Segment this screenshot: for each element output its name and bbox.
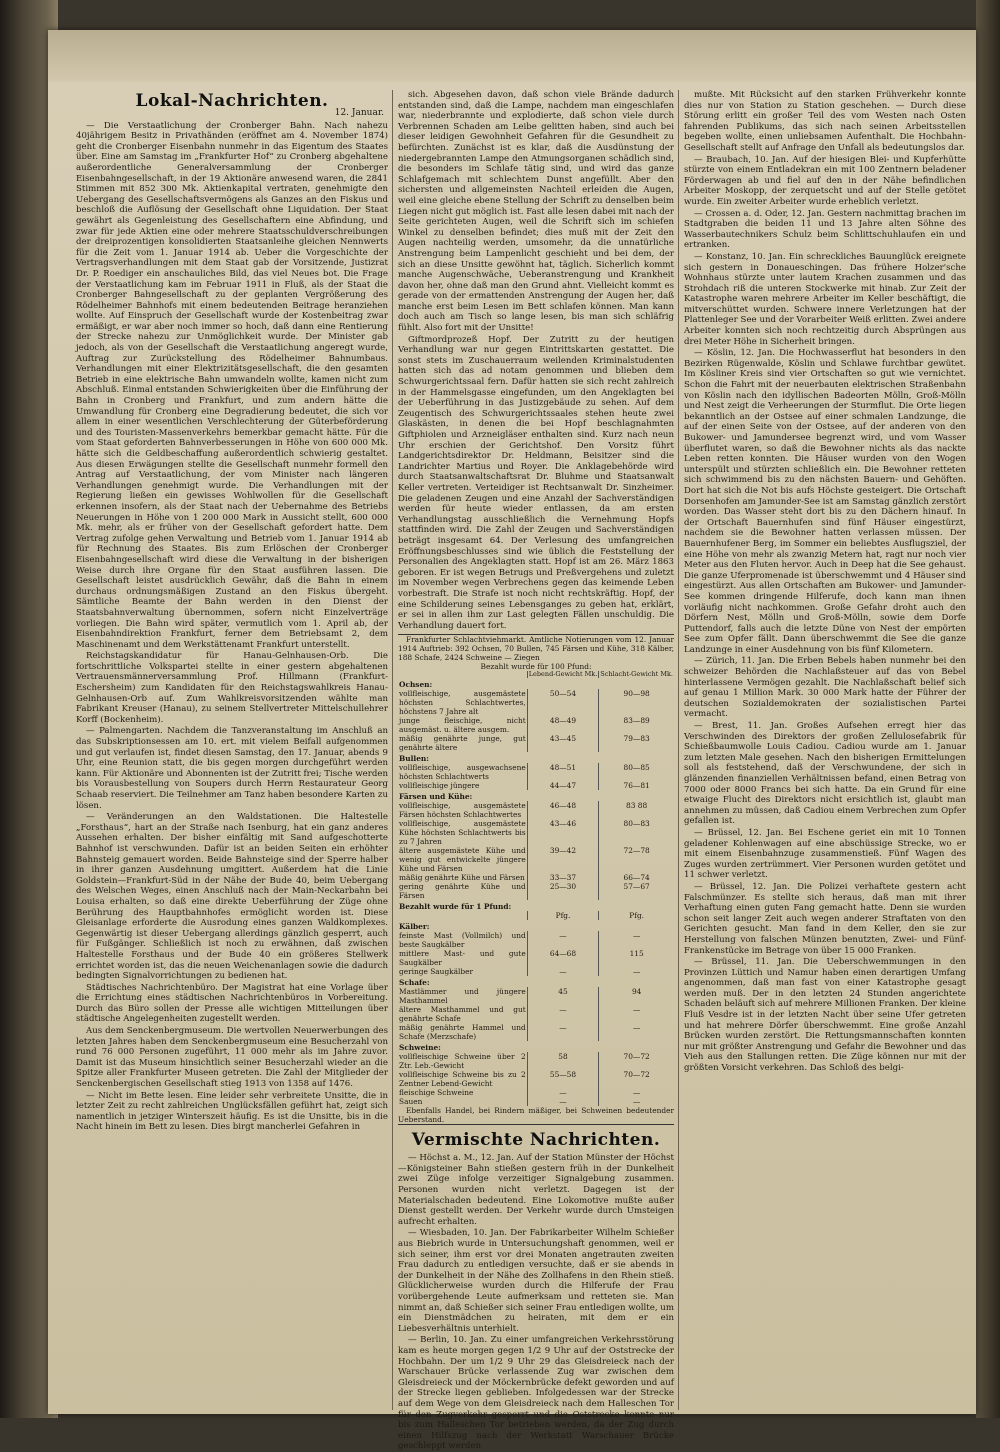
market-cell-slaughter: 115 <box>599 949 674 967</box>
article-paragraph: — Brest, 11. Jan. Großes Aufsehen erregt hier das Verschwinden des Direktors der großen Zellulosefabrik für Schießbaumwolle Louis Cadiou. Cadiou wurde am 1. Januar zum letzten Male gesehen. Nach den bisherigen Ermittelungen soll als feststehend, daß der Verschwundene, der sich in glänzenden finanziellen Verhältnissen befand, einen Betrag von 7000 oder 8000 Francs bei sich hatte. Da ein Grund für eine etwaige Flucht des Direktors nicht ersichtlich ist, glaubt man annehmen zu müssen, daß Cadiou einem Verbrechen zum Opfer gefallen ist. <box>684 721 966 827</box>
market-row <box>398 1097 674 1106</box>
section-heading-lokal: Lokal-Nachrichten. <box>135 91 329 111</box>
article-paragraph: — Berlin, 10. Jan. Zu einer umfangreichen Verkehrsstörung kam es heute morgen gegen 1/2 9 Uhr auf der Oststrecke der Hochbahn. Der um 1/2 9 Uhr 29 das Gleisdreieck nach der Warschauer Brücke verlassende Zug war zwischen dem Gleisdreieck und der Möckernbrücke defekt geworden und auf der Strecke liegen geblieben. Infolgedessen war der Strecke auf dem Wege von dem Gleisdreieck nach dem Halleschen Tor für den Zugverkehr gesperrt und die Oststrecke konnte nur bis zum Halleschen Tor betrieben werden, da der Zug durch einen Hilfszug nach der Werkstatt Warschauer Brücke geschleppt werden <box>398 1335 674 1452</box>
market-row <box>398 911 674 920</box>
market-footer: Ebenfalls Handel, bei Rindern mäßiger, bei Schweinen bedeutender Ueberstand. <box>398 1106 674 1125</box>
market-cell-slaughter: 57—67 <box>599 882 674 900</box>
article-paragraph: — Konstanz, 10. Jan. Ein schreckliches Bauunglück ereignete sich gestern in Donaueschingen. Das frühere Holzer'sche Wohnhaus stürzte unter lautem Krachen zusammen und das Strohdach riß die unteren Stockwerke mit hinab. Zur Zeit der Katastrophe waren mehrere Arbeiter im Keller beschäftigt, die mitverschüttet wurden. Schwere innere Verletzungen hat der Plattenleger See und der Vorarbeiter Weiß erlitten. Zwei andere Arbeiter konnten sich noch rechtzeitig durch Absprüngen aus drei Meter Höhe in Sicherheit bringen. <box>684 251 966 347</box>
market-cell-live: 50—54 <box>527 689 599 716</box>
market-cell-slaughter: — <box>599 1005 674 1023</box>
market-cell-live: 64—68 <box>527 949 599 967</box>
article-paragraph: — Köslin, 12. Jan. Die Hochwasserflut hat besonders in den Bezirken Rügenwalde, Köslin und Schlawe furchtbar gewütet. Im Kösliner Kreis sind vier Ortschaften so gut wie vernichtet. Schon die Fahrt mit der neuerbauten elektrischen Straßenbahn von Köslin nach den idyllischen Badeorten Mölln, Groß-Mölln und Nest zeigt die Verheerungen der Sturmflut. Die Orte liegen bekanntlich an der Ostsee auf einer schmalen Landzunge, die auf der einen Seite von der Ostsee, auf der anderen von den Bukower- und Jamundersee begrenzt wird, und vom Wasser überflutet waren, so daß die Bewohner nichts als das nackte Leben retten konnten. Die Häuser wurden von den Wogen unterspült und stürzten schließlich ein. Die Bewohner retteten sich schwimmend bis zu den nächsten Bauern- und Gehöften. Dort hat sich die Not bis aufs Höchste gesteigert. Die Ortschaft Dorsenhofen am Jamunder-See ist am Samstag gänzlich zerstört worden. Das Wasser steht dort bis zu den Dächern hinauf. In der Ortschaft Bauernhufen sind fünf Häuser eingestürzt, nachdem sie die Bewohner hatten verlassen müssen. Der Bauernhufener Berg, im Sommer ein beliebtes Ausflugsziel, der eine Höhe von mehr als zwanzig Metern hat, ragt nur noch vier Meter aus den Fluten hervor. Auch in Deep hat die See gehaust. Die ganze Uferpromenade ist überschwemmt und 4 Häuser sind eingestürzt. Aus allen Ortschaften am Bukower- und Jamunder-See kommen dringende Hilferufe, doch kann man ihnen vorläufig nicht nachkommen. Große Gefahr droht auch den Dörfern Nest, Mölln und Groß-Mölln, sowie dem Dorfe Puttendorf, falls auch die letzte Düne von Nest der empörten See zum Opfer fällt. Dann überschwemmt die See die ganze Landzunge in einer Ausdehnung von bis fünf Kilometern. <box>684 348 966 655</box>
market-row <box>398 846 674 873</box>
market-row <box>398 819 674 846</box>
market-cell-live: 55—58 <box>527 1070 599 1088</box>
market-cell-live: 25—30 <box>527 882 599 900</box>
market-row <box>398 1005 674 1023</box>
market-cell-label: vollfleischige Schweine über 2 Ztr. Leb.-Gewicht <box>399 1052 526 1071</box>
market-row <box>398 1070 674 1088</box>
market-group <box>398 790 674 801</box>
market-cell-label: mäßig genährte Kühe und Färsen <box>399 873 525 883</box>
market-table <box>398 671 674 1106</box>
market-group-name: Bullen: <box>399 754 430 764</box>
article-paragraph: — Crossen a. d. Oder, 12. Jan. Gestern nachmittag brachen im Stadtgraben die beiden 11 und 13 Jahre alten Söhne des Wasserbautechnikers Schulz beim Schlittschuhlaufen ein und ertranken. <box>684 208 966 251</box>
page-top-margin <box>48 30 976 82</box>
market-cell-label: junge fleischige, nicht ausgemäst. u. ältere ausgem. <box>399 716 526 735</box>
market-cell-live: 43—46 <box>527 819 599 846</box>
market-cell-live: 48—51 <box>527 763 599 781</box>
market-cell-label: ältere ausgemästete Kühe und wenig gut entwickelte jüngere Kühe und Färsen <box>399 846 526 874</box>
market-cell-label: vollfleischige jüngere <box>399 781 480 791</box>
market-cell-slaughter: 76—81 <box>599 781 674 790</box>
column-middle <box>398 90 674 1452</box>
market-cell-live: 44—47 <box>527 781 599 790</box>
market-cell-live: 58 <box>527 1052 599 1070</box>
market-group <box>398 976 674 987</box>
article-paragraph: — Wiesbaden, 10. Jan. Der Fabrikarbeiter Wilhelm Schießer aus Biebrich wurde in Untersuchungshaft genommen, weil er sich seiner, ihm erst vor drei Monaten angetrauten zweiten Frau dadurch zu entledigen versuchte, daß er sie abends in der Dunkelheit in der Nähe des Zollhafens in den Rhein stieß. Glücklicherweise wurden durch die Hilferufe der Frau vorübergehende Leute aufmerksam und retteten sie. Man nimmt an, daß Schießer sich seiner Frau entledigen wollte, um ein Dienstmädchen zu heiraten, mit dem er ein Liebesverhältnis unterhielt. <box>398 1228 674 1334</box>
market-cell-label: ältere Masthammel und gut genährte Schafe <box>399 1005 526 1024</box>
market-cell-label: feinste Mast (Vollmilch) und beste Saugkälber <box>399 931 526 950</box>
market-group <box>398 678 674 689</box>
market-cell-label: mittlere Mast- und gute Saugkälber <box>399 949 526 968</box>
market-cell-live: — <box>527 931 599 949</box>
newspaper-page <box>48 30 976 1452</box>
article-paragraph: Städtisches Nachrichtenbüro. Der Magistrat hat eine Vorlage über die Errichtung eines städtischen Nachrichtenbüros in Vorbereitung. Durch das Büro sollen der Presse alle wichtigen Mitteilungen über städtische Angelegenheiten zugestellt werden. <box>76 982 388 1025</box>
market-group <box>398 752 674 763</box>
section-date: 12. Januar. <box>334 108 384 118</box>
market-cell-live: 46—48 <box>527 801 599 819</box>
market-cell-label: Sauen <box>399 1097 423 1107</box>
market-group-name: Schafe: <box>399 978 430 988</box>
market-row <box>398 734 674 752</box>
market-row <box>398 873 674 882</box>
article-paragraph: — Höchst a. M., 12. Jan. Auf der Station Münster der Höchst—Königsteiner Bahn stießen gestern früh in der Dunkelheit zwei Züge infolge verzeitiger Signalgebung zusammen. Personen wurden nicht verletzt. Dagegen ist der Materialschaden bedeutend. Eine Lokomotive mußte außer Dienst gestellt werden. Der Verkehr wurde durch Umsteigen aufrecht erhalten. <box>398 1153 674 1227</box>
column-right <box>684 90 966 1400</box>
market-cell-slaughter: 83—89 <box>599 716 674 734</box>
market-group <box>398 920 674 931</box>
market-group-name: Schweine: <box>399 1043 441 1053</box>
article-paragraph: — Brüssel, 12. Jan. Die Polizei verhaftete gestern acht Falschmünzer. Es stellte sich heraus, daß man mit ihrer Verhaftung einen guten Fang gemacht hatte. Denn sie wurden schon seit langer Zeit auch wegen anderer Straftaten von den Gerichten gesucht. Man fand in dem Keller, den sie zur Herstellung von falschen Münzen benutzten, Zwei- und Fünf-Frankenstücke im Betrage von über 15 000 Franken. <box>684 881 966 956</box>
market-cell-live: — <box>527 1023 599 1041</box>
market-cell-slaughter: Pfg. <box>599 911 674 920</box>
market-group <box>398 900 674 911</box>
article-paragraph: — Braubach, 10. Jan. Auf der hiesigen Blei- und Kupferhütte stürzte von einem Entladekran ein mit 100 Zentnern beladener Förderwagen ab und fiel auf den in der Nähe befindlichen Arbeiter Moskopp, der zerquetscht und auf der Stelle getötet wurde. Ein zweiter Arbeiter wurde erheblich verletzt. <box>684 154 966 207</box>
market-cell-slaughter: 80—85 <box>599 763 674 781</box>
market-cell-label: vollfleischige, ausgemästete höchsten Schlachtwertes, höchstens 7 Jahre alt <box>399 689 526 717</box>
market-cell-slaughter: 72—78 <box>599 846 674 873</box>
market-cell-live: 33—37 <box>527 873 599 882</box>
market-cell-live: 48—49 <box>527 716 599 734</box>
market-cell-slaughter: 70—72 <box>599 1070 674 1088</box>
market-cell-live: — <box>527 1088 599 1097</box>
market-cell-slaughter: 80—83 <box>599 819 674 846</box>
market-cell-live: 39—42 <box>527 846 599 873</box>
market-cell-live: — <box>527 967 599 976</box>
market-cell-slaughter: 66—74 <box>599 873 674 882</box>
market-cell-slaughter: — <box>599 1088 674 1097</box>
market-cell-label: mäßig genährte Hammel und Schafe (Merzschafe) <box>399 1023 526 1042</box>
market-row <box>398 931 674 949</box>
market-cell-live: — <box>527 1097 599 1106</box>
market-cell-slaughter: — <box>599 1023 674 1041</box>
market-group-name: Kälber: <box>399 922 430 932</box>
market-cell-slaughter: 94 <box>599 987 674 1005</box>
market-cell-live: Pfg. <box>527 911 599 920</box>
market-cell-slaughter: 70—72 <box>599 1052 674 1070</box>
column-rule <box>392 90 393 1410</box>
market-cell-slaughter: — <box>599 967 674 976</box>
market-cell-label: gering genährte Kühe und Färsen <box>399 882 526 901</box>
article-paragraph: sich. Abgesehen davon, daß schon viele Brände dadurch entstanden sind, daß die Lampe, nachdem man eingeschlafen war, niederbrannte und explodierte, daß schon viele durch Verbrennen Schaden am Leibe gelitten haben, sind auch bei dieser leidigen Gewohnheit Gefahren für die Gesundheit zu befürchten. Zunächst ist es klar, daß die Ausdünstung der niedergebrannten Lampe den Atmungsorganen schädlich sind, die besonders im Schlafe tätig sind, und wird das ganze Schlafgemach mit schlechtem Dunst angefüllt. Aber den sichersten und allgemeinsten Nachteil erleiden die Augen, weil eine gleiche ebene Stellung der Schrift zu denselben beim Liegen nicht gut möglich ist. Fast alle lesen dabei mit nach der Seite gerichteten Augen, weil die Schrift sich im schiefen Winkel zu denselben befindet; dies muß mit der Zeit den Augen nachteilig werden, umsomehr, da die unnatürliche Anstrengung beim Lampenlicht geschieht und bei dem, der sich an diese Unsitte gewöhnt hat, täglich. Sicherlich kommt manche Augenschwäche, Ueberanstrengung und Krankheit davon her, ohne daß man den Grund ahnt. Vielleicht kommt es gerade von der ermattenden Anstrengung der Augen her, daß manche erst beim Lesen im Bett schlafen können. Man kann doch auch am Tisch so lange lesen, bis man sich schläfrig fühlt. Also fort mit der Unsitte! <box>398 90 674 334</box>
market-row <box>398 716 674 734</box>
market-cell-live: 45 <box>527 987 599 1005</box>
market-group-name: Färsen und Kühe: <box>399 792 473 802</box>
market-row <box>398 1052 674 1070</box>
market-row <box>398 781 674 790</box>
market-cell-label: vollfleischige, ausgemästete Färsen höchsten Schlachtwertes <box>399 801 526 820</box>
article-paragraph: — Zürich, 11. Jan. Die Erben Bebels haben nunmehr bei den schweizer Behörden die Nachlaßsteuer auf das von Bebel hinterlassene Vermögen gezahlt. Die Nachlaßschaft belief sich auf genau 1 Million Mark. 30 000 Mark hatte der Führer der deutschen Sozialdemokraten der sozialistischen Partei vermacht. <box>684 656 966 720</box>
market-row <box>398 1088 674 1097</box>
market-report <box>398 634 674 1125</box>
market-cell-slaughter: — <box>599 931 674 949</box>
article-paragraph: — Palmengarten. Nachdem die Tanzveranstaltung im Anschluß an das Subskriptionsessen am 10. ert. mit vielem Beifall aufgenommen und gut verlaufen ist, findet diesen Samstag, den 17. Januar, abends 9 Uhr, eine Reunion statt, die bis gegen morgen durchgeführt werden kann. Für Aktionäre und Abonnenten ist der Zutritt frei; Tische werden bis Vorausbestellung von Soupers durch Herrn Restaurateur Georg Schaab reserviert. Die Teilnehmer am Tanz haben besondere Karten zu lösen. <box>76 726 388 811</box>
column-lokal <box>76 90 388 1400</box>
market-cell-slaughter: 83 88 <box>599 801 674 819</box>
article-paragraph: mußte. Mit Rücksicht auf den starken Frühverkehr konnte dies nur von Station zu Station geschehen. — Durch diese Störung erlitt ein großer Teil des vom Westen nach Osten fahrenden Publikums, das sich nach seinen Arbeitsstellen begeben wollte, einen unliebsamen Aufenthalt. Die Hochbahn-Gesellschaft stellt auf Anfrage den Unfall als bedeutungslos dar. <box>684 90 966 153</box>
market-col-header: Schlacht-Gewicht Mk. <box>600 670 673 679</box>
article-paragraph: — Brüssel, 12. Jan. Bei Eschene geriet ein mit 10 Tonnen geladener Kohlenwagen auf eine abschüssige Strecke, wo er mit einem Eisenbahnzuge zusammenstieß. Fünf Wagen des Zuges wurden zertrümmert. Vier Personen wurden getötet und 11 schwer verletzt. <box>684 827 966 881</box>
market-cell-live: 43—45 <box>527 734 599 752</box>
market-row <box>398 1023 674 1041</box>
market-row <box>398 949 674 967</box>
market-cell-label <box>398 911 527 920</box>
market-row <box>398 967 674 976</box>
market-group-name: Bezahlt wurde für 1 Pfund: <box>399 902 512 912</box>
article-paragraph: — Brüssel, 11. Jan. Die Ueberschwemmungen in den Provinzen Lüttich und Namur haben einen derartigen Umfang angenommen, daß man fast von einer Katastrophe gesagt werden muß. Der in den letzten 24 Stunden angerichtete Schaden beläuft sich auf mehrere Millionen Franken. Der kleine Fluß Vesdre ist in der letzten Nacht über seine Ufer getreten und hat mehrere Dörfer überschwemmt. Eine große Anzahl Brücken wurden zerstört. Die Rettungsmannschaften konnten nur mit größter Anstrengung und Gefahr die Bewohner und das Vieh aus den Stallungen retten. Die Züge können nur mit der größten Vorsicht verkehren. Das Schloß des belgi- <box>684 957 966 1074</box>
market-cell-label: mäßig genährte junge, gut genährte ältere <box>399 734 526 753</box>
article-paragraph: Giftmordprozeß Hopf. Der Zutritt zu der heutigen Verhandlung war nur gegen Eintrittskarten gestattet. Die sonst stets im Zuschauerraum weilenden Kriminalstudenten hatten sich das ad notam genommen und blieben dem Schwurgerichtssaal fern. Dafür hatten sie sich recht zahlreich in der Hammelsgasse eingefunden, um den Angeklagten bei der Ueberführung in das Justizgebäude zu sehen. Auf dem Zeugentisch des Schwurgerichtssaales stehen heute zwei Glaskästen, in denen die bei Hopf beschlagnahmten Giftphiolen und Arzneigläser enthalten sind. Kurz nach neun Uhr erschien der Gerichtshof. Den Vorsitz führt Landgerichtsdirektor Dr. Heldmann, Beisitzer sind die Landrichter Martius und Royer. Die Anklagebehörde wird durch Staatsanwaltschaftsrat Dr. Bluhme und Staatsanwalt Keller vertreten. Verteidiger ist Rechtsanwalt Dr. Sinzheimer. Die geladenen Zeugen und eine Anzahl der Sachverständigen werden für heute wieder entlassen, da am ersten Verhandlungstag ausschließlich die Vernehmung Hopfs stattfinden wird. Die Zahl der Zeugen und Sachverständigen beträgt insgesamt 64. Der Verlesung des umfangreichen Eröffnungsbeschlusses sind wie üblich die Feststellung der Personalien des Angeklagten statt. Hopf ist am 26. März 1863 geboren. Er ist wegen Betrugs und Preßvergehens und zuletzt im November wegen Verbrechens gegen das keimende Leben vorbestraft. Die Strafe ist noch nicht rechtskräftig. Hopf, der eine Schilderung seines Lebensganges zu geben hat, erklärt, er sei in allen ihm zur Last gelegten Fällen unschuldig. Die Verhandlung dauert fort. <box>398 334 674 631</box>
article-paragraph: Aus dem Senckenbergmuseum. Die wertvollen Neuerwerbungen des letzten Jahres haben dem Senckenbergmuseum eine Besucherzahl von rund 76 000 Personen zugeführt, 11 000 mehr als im Jahre zuvor. Damit ist das Museum hinsichtlich seiner Besucherzahl wieder an die Spitze aller Frankfurter Museen getreten. Die Zahl der Mitglieder der Senckenbergischen Gesellschaft stieg 1913 von 1358 auf 1476. <box>76 1026 388 1090</box>
market-row <box>398 882 674 900</box>
market-col-header: Lebend-Gewicht Mk. <box>528 670 598 679</box>
market-cell-label: Mastlämmer und jüngere Masthammel <box>399 987 526 1006</box>
market-cell-slaughter: 90—98 <box>599 689 674 716</box>
market-row <box>398 801 674 819</box>
market-cell-label: vollfleischige Schweine bis zu 2 Zentner Lebend-Gewicht <box>399 1070 526 1089</box>
article-paragraph: — Nicht im Bette lesen. Eine leider sehr verbreitete Unsitte, die in letzter Zeit zu recht zahlreichen Unglücksfällen geführt hat, zeigt sich namentlich in jetziger Winterszeit häufig. Es ist die Unsitte, bis in die Nacht hinein im Bett zu lesen. Dies birgt mancherlei Gefahren in <box>76 1090 388 1133</box>
market-cell-slaughter: — <box>599 1097 674 1106</box>
market-row <box>398 987 674 1005</box>
market-row <box>398 689 674 716</box>
article-paragraph: Reichstagskandidatur für Hanau-Gelnhausen-Orb. Die fortschrittliche Volkspartei stellte in einer gestern abgehaltenen Vertrauensmännerversammlung Prof. Hillmann (Frankfurt-Eschersheim) zum Kandidaten für den Reichstagswahlkreis Hanau-Gelnhausen-Orb auf. Zum Wahlkreisvorsitzenden wählte man Fabrikant Kreuser (Hanau), zu seinem Stellvertreter Mittelschullehrer Korff (Bockenheim). <box>76 651 388 725</box>
market-cell-label: geringe Saugkälber <box>399 967 474 977</box>
column-rule <box>678 90 679 1410</box>
market-group <box>398 1041 674 1052</box>
article-paragraph: — Die Verstaatlichung der Cronberger Bahn. Nach nahezu 40jährigem Besitz in Privathänden (eröffnet am 4. November 1874) geht die Cronberger Eisenbahn nunmehr in das Eigentum des Staates über. Eine am Samstag im „Frankfurter Hof“ zu Cronberg abgehaltene außerordentliche Generalversammlung der Cronberger Eisenbahngesellschaft, in der 19 Aktionäre anwesend waren, die 2841 Stimmen mit 852 300 Mk. Aktienkapital vertraten, genehmigte den Uebergang des Gesellschaftsvermögens als Ganzes an den Fiskus und beschloß die Auflösung der Gesellschaft ohne Liquidation. Der Staat gewährt als Gegenleistung des Gesellschaftern eine Abfindung, und zwar für jede Aktien eine oder mehrere Staatsschuldverschreibungen der dreiprozentigen konsolidierten Staatsanleihe gleichen Nennwerts für die Zeit vom 1. Januar 1914 ab. Ueber die Vorgeschichte der Vertragsverhandlungen mit dem Staat gab der Vorsitzende, Justizrat Dr. P. Roediger ein anschauliches Bild, das viel Neues bot. Die Frage der Verstaatlichung kam im Februar 1911 in Fluß, als der Staat die Cronberger Bahngesellschaft zu der geplanten Vergrößerung des Rödelheimer Bahnhofs mit einem bedeutenden Beitrage heranziehen wollte. Auf Einspruch der Gesellschaft wurde der Kostenbeitrag zwar ermäßigt, er war aber noch immer so hoch, daß dann eine Rentierung der Strecke nahezu zur Unmöglichkeit wurde. Der Minister gab jedoch, als von der Gesellschaft die Verstaatlichung angeregt wurde, Auftrag zur Zurückstellung des Rödelheimer Bahnumbaus. Verhandlungen mit einer Elektrizitätsgesellschaft, die den gesamten Betrieb in eine elektrische Bahn umwandeln wollte, kamen nicht zum Abschluß. Einmal entstanden Schwierigkeiten über die Einführung der Bahn in Cronberg und Frankfurt, und zum andern hätte die Umwandlung für Cronberg eine Degradierung bedeutet, die sich vor allem in einer wesentlichen Verschlechterung der Güterbeförderung und des Touristen-Massenverkehrs bemerkbar gemacht hätte. Für die vom Staat geforderten Bahnverbesserungen in Höhe von 600 000 Mk. hätte sich die Geldbeschaffung außerordentlich schwierig gestaltet. Aus diesen Erwägungen stellte die Gesellschaft nunmehr formell den Antrag auf Verstaatlichung, der vom Minister nach längeren Verhandlungen genehmigt wurde. Die Verhandlungen mit der Regierung ließen ein gewisses Wohlwollen für die Gesellschaft erkennen insofern, als der Staat nach der Uebernahme des Betriebs Neuerungen in Höhe von 1 200 000 Mark in Aussicht stellt, 600 000 Mk. mehr, als er früher von der Gesellschaft gefordert hatte. Dem Vertrag zufolge gehen Verwaltung und Betrieb vom 1. Januar 1914 ab für Rechnung des Staates. Bis zum Erlöschen der Cronberger Eisenbahngesellschaft wird diese die Verwaltung in der bisherigen Weise durch ihre Organe für den Staat ausführen lassen. Die Gesellschaft leistet ausdrücklich Gewähr, daß die Bahn in einem durchaus ordnungsmäßigen Zustand an den Fiskus übergeht. Sämtliche Beamte der Bahn werden in den Dienst der Staatsbahnverwaltung übernommen, sofern nicht Einzelverträge vorliegen. Die Bahn wird später, vermutlich vom 1. April ab, der Eisenbahndirektion Frankfurt, ferner dem Betriebsamt 2, dem Maschinenamt und dem Werkstättenamt Frankfurt unterstellt. <box>76 120 388 650</box>
market-group-name: Ochsen: <box>399 680 433 690</box>
market-cell-label: vollfleischige, ausgemästete Kühe höchsten Schlachtwerts bis zu 7 Jahren <box>399 819 526 847</box>
market-cell-label: fleischige Schweine <box>399 1088 474 1098</box>
market-title: Frankfurter Schlachtviehmarkt. Amtliche Notierungen vom 12. Januar 1914 Auftrieb: 392 Ochsen, 70 Bullen, 745 Färsen und Kühe, 318 Kälber, 188 Schafe, 2424 Schweine — Ziegen <box>398 635 674 663</box>
market-row <box>398 763 674 781</box>
article-paragraph: — Veränderungen an den Waldstationen. Die Haltestelle „Forsthaus“, hart an der Straße nach Isenburg, hat ein ganz anderes Aussehen erhalten. Der bisher einfältig mit Sand aufgeschotterte Bahnhof ist verschwunden. Dafür ist an beiden Seiten ein erhöhter Bahnsteig gemauert worden. Beide Bahnsteige sind der Sperre halber in ihrer ganzen Ausdehnung umgittert. Außerdem hat die Linie Goldstein—Frankfurt-Süd in der Nähe der Bude 40, beim Uebergang des Welschen Weges, einen Anschluß nach der Main-Neckarbahn bei Louisa erhalten, so daß eine direkte Ueberführung der Züge ohne Berührung des Hauptbahnhofes ermöglicht worden ist. Diese Gleisanlage erforderte die Ausrodung eines ganzen Waldkomplexes. Gegenwärtig ist dieser Uebergang allerdings gänzlich gesperrt, auch für Fußgänger. Schließlich ist noch zu erwähnen, daß zwischen Haltestelle Forsthaus und der Bude 40 ein größeres Stellwerk errichtet worden ist, das die neuen Weichenanlagen sowie die dadurch bedingten Signalvorrichtungen zu bedienen hat. <box>76 812 388 982</box>
page-edge <box>976 0 1000 1418</box>
section-heading-vermischte: Vermischte Nachrichten. <box>411 1130 661 1151</box>
market-cell-label: vollfleischige, ausgewachsene höchsten Schlachtwerts <box>399 763 526 782</box>
market-note: Bezahlt wurde für 100 Pfund: <box>480 662 592 672</box>
market-cell-live: — <box>527 1005 599 1023</box>
market-cell-slaughter: 79—83 <box>599 734 674 752</box>
